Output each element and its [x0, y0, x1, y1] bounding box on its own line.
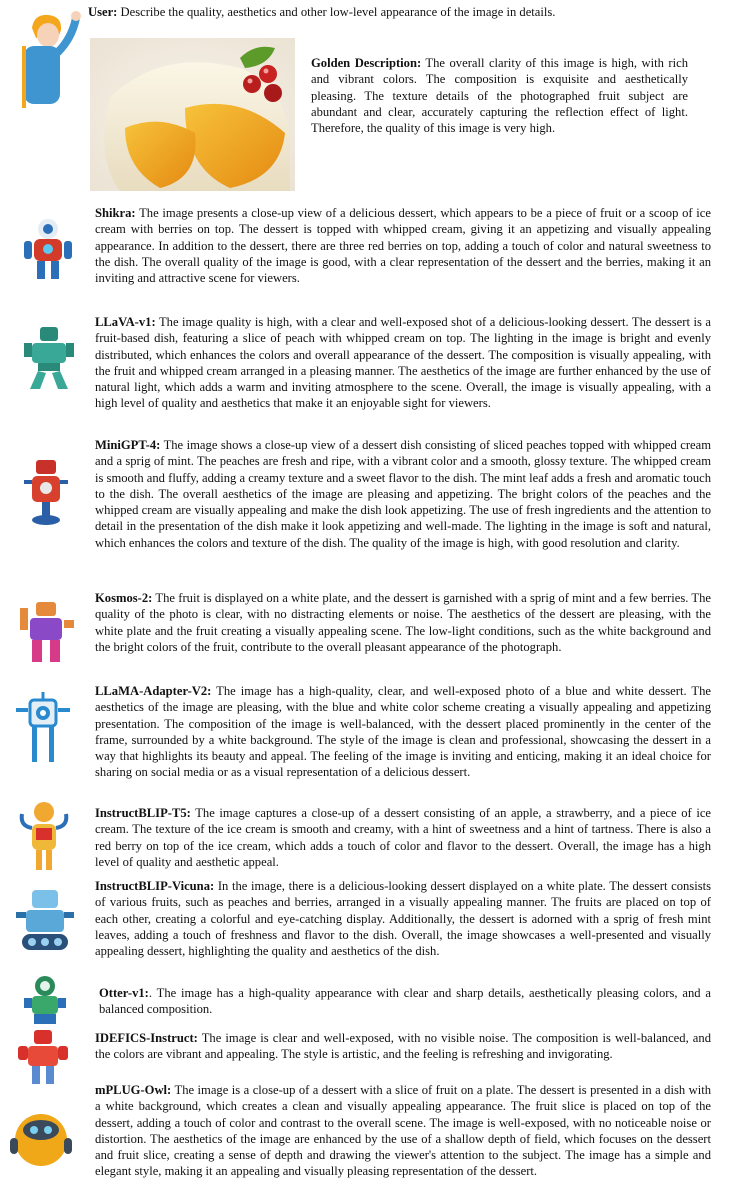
response-instructblip-t5 [95, 805, 711, 870]
response-text: . The image has a high-quality appearance with clear and sharp details, aesthetically pleasing colors, and a balanced composition. [99, 986, 711, 1017]
model-name: mPLUG-Owl: [95, 1083, 172, 1097]
golden-description [311, 55, 688, 136]
response-text: The image presents a close-up view of a delicious dessert, which appears to be a piece of fruit or a scoop of ice cream with berries on top. The dessert is topped with whipped cream, giving it an appetizing and visually appealing appearance. In addition to the dessert, there are three red berries on top, adding a touch of color and natural sweetness to the dish. The overall quality of the image is good, with a clear representation of the dessert and the berries, making it an inviting and attractive scene for viewers. [95, 206, 711, 286]
response-text: In the image, there is a delicious-looking dessert displayed on a white plate. The dessert consists of various fruits, such as peaches and berries, arranged in a visually appealing manner. The fruits are placed on top of each other, creating a colorful and eye-catching display. Additionally, the dessert is adorned with a sprig of fresh mint leaves, adding a touch of freshness and flavor to the dish. Overall, the image showcases a well-presented and visually appealing dessert, highlighting the quality and aesthetics of the dish. [95, 879, 711, 959]
model-name: Otter-v1: [99, 986, 149, 1000]
response-text: The fruit is displayed on a white plate, and the dessert is garnished with a sprig of mint and a few berries. The quality of the photo is clear, with no distracting elements or noise. The aesthetics of the dessert are pleasing, with the white plate and the fruit creating a visually appealing scene. The low-light conditions, such as the white background and the bright colors of the fruit, contribute to the overall pleasant appearance of the photograph. [95, 591, 711, 654]
response-shikra [95, 205, 711, 286]
response-kosmos2 [95, 590, 711, 655]
response-instructblip-vicuna [95, 878, 711, 959]
user-text: Describe the quality, aesthetics and other low-level appearance of the image in details. [117, 5, 556, 19]
model-name: Kosmos-2: [95, 591, 153, 605]
golden-label: Golden Description: [311, 56, 422, 70]
robot-mplug-owl-icon [8, 1104, 74, 1170]
model-name: InstructBLIP-Vicuna: [95, 879, 215, 893]
response-mplug-owl [95, 1082, 711, 1180]
response-minigpt4 [95, 437, 711, 551]
robot-otter-icon [22, 974, 68, 1026]
model-name: Shikra: [95, 206, 136, 220]
response-text: The image shows a close-up view of a dessert dish consisting of sliced peaches topped with whipped cream and a sprig of mint. The peaches are fresh and ripe, with a vibrant color and a smooth, glossy texture. The whipped cream is smooth and fluffy, adding a creamy texture and a sweet flavor to the dish. The mint leaf adds a fresh and aromatic touch to the dish. The overall aesthetics of the image are pleasing and appetizing. The bright colors of the peaches and the whipped cream are visually appealing and make the dish look appetizing. The use of fresh ingredients and the attention to detail in the presentation of the dish make it look appetizing and well-made. The lighting in the image is soft and natural, which enhances the colors and texture of the dish. The quality of the image is high, with good resolution and clarity. [95, 438, 711, 550]
robot-kosmos2-icon [18, 598, 76, 666]
user-prompt [88, 4, 728, 20]
model-name: MiniGPT-4: [95, 438, 161, 452]
response-idefics [95, 1030, 711, 1063]
model-name: LLaVA-v1: [95, 315, 156, 329]
robot-idefics-icon [18, 1028, 68, 1086]
response-text: The image has a high-quality, clear, and well-exposed photo of a blue and white dessert. The aesthetics of the image are pleasing, with the blue and white color scheme creating a visually appealing and appetizing presentation. The composition of the image is well-balanced, with the dessert placed prominently in the center of the frame, surrounded by a white background. The style of the image is clean and professional, showcasing the dessert in a way that highlights its beauty and appeal. The feeling of the image is inviting and enticing, making it an ideal choice for sharing on social media or as a visual representation of a delicious dessert. [95, 684, 711, 780]
golden-text: The overall clarity of this image is high, with rich and vibrant colors. The composition is exquisite and aesthetically pleasing. The texture details of the photographed fruit subject are abundant and clear, accurately capturing the reflection effect of light. Therefore, the quality of this image is very high. [311, 56, 688, 136]
model-name: IDEFICS-Instruct: [95, 1031, 198, 1045]
response-text: The image quality is high, with a clear and well-exposed shot of a delicious-looking dessert. The dessert is a fruit-based dish, featuring a slice of peach with whipped cream on top. The lighting in the image is bright and evenly distributed, which enhances the colors and overall appearance of the dessert. The composition is visually appealing, with the fruit and whipped cream arranged in a pleasing manner. The aesthetics of the image are further enhanced by the use of natural light, which adds a warm and inviting atmosphere to the scene. Overall, the image is visually appealing, with a high level of quality and aesthetics that make it an enjoyable sight for viewers. [95, 315, 711, 411]
user-avatar-icon [14, 8, 84, 108]
response-text: The image captures a close-up of a dessert consisting of an apple, a strawberry, and a piece of ice cream. The texture of the ice cream is smooth and creamy, with a hint of sweetness and a hint of tartness. There is also a red berry on top of the ice cream, which adds a touch of color and flavor to the dessert. Overall, the image has a high level of quality and aesthetic appeal. [95, 806, 711, 869]
response-llava [95, 314, 711, 412]
dessert-photo [90, 38, 295, 191]
user-label: User: [88, 5, 118, 19]
model-name: LLaMA-Adapter-V2: [95, 684, 212, 698]
response-llama-adapter [95, 683, 711, 781]
model-name: InstructBLIP-T5: [95, 806, 191, 820]
robot-llama-adapter-icon [14, 690, 72, 764]
robot-instructblip-t5-icon [18, 800, 70, 876]
response-text: The image is clear and well-exposed, with no visible noise. The composition is well-balanced, and the colors are vibrant and appealing. The style is artistic, and the feeling is refreshing and invigorating. [95, 1031, 711, 1062]
response-otter [99, 985, 711, 1018]
robot-instructblip-vicuna-icon [14, 888, 78, 954]
response-text: The image is a close-up of a dessert with a slice of fruit on a plate. The dessert is presented in a dish with a white background, which creates a clean and visually appealing appearance. The fruit slice is placed on top of the dessert, adding a touch of color and contrast to the overall scene. The image is well-exposed, with no noticeable noise or distortion. The aesthetics of the image are enhanced by the use of a shallow depth of field, which focuses on the dessert and fruit slice, creating a sense of depth and drawing the viewer's attention to the subject. The image has a simple and elegant style, making it an appealing and visually pleasing representation of the dessert. [95, 1083, 711, 1179]
robot-llava-icon [24, 325, 74, 391]
robot-shikra-icon [22, 217, 74, 281]
robot-minigpt4-icon [24, 458, 68, 528]
